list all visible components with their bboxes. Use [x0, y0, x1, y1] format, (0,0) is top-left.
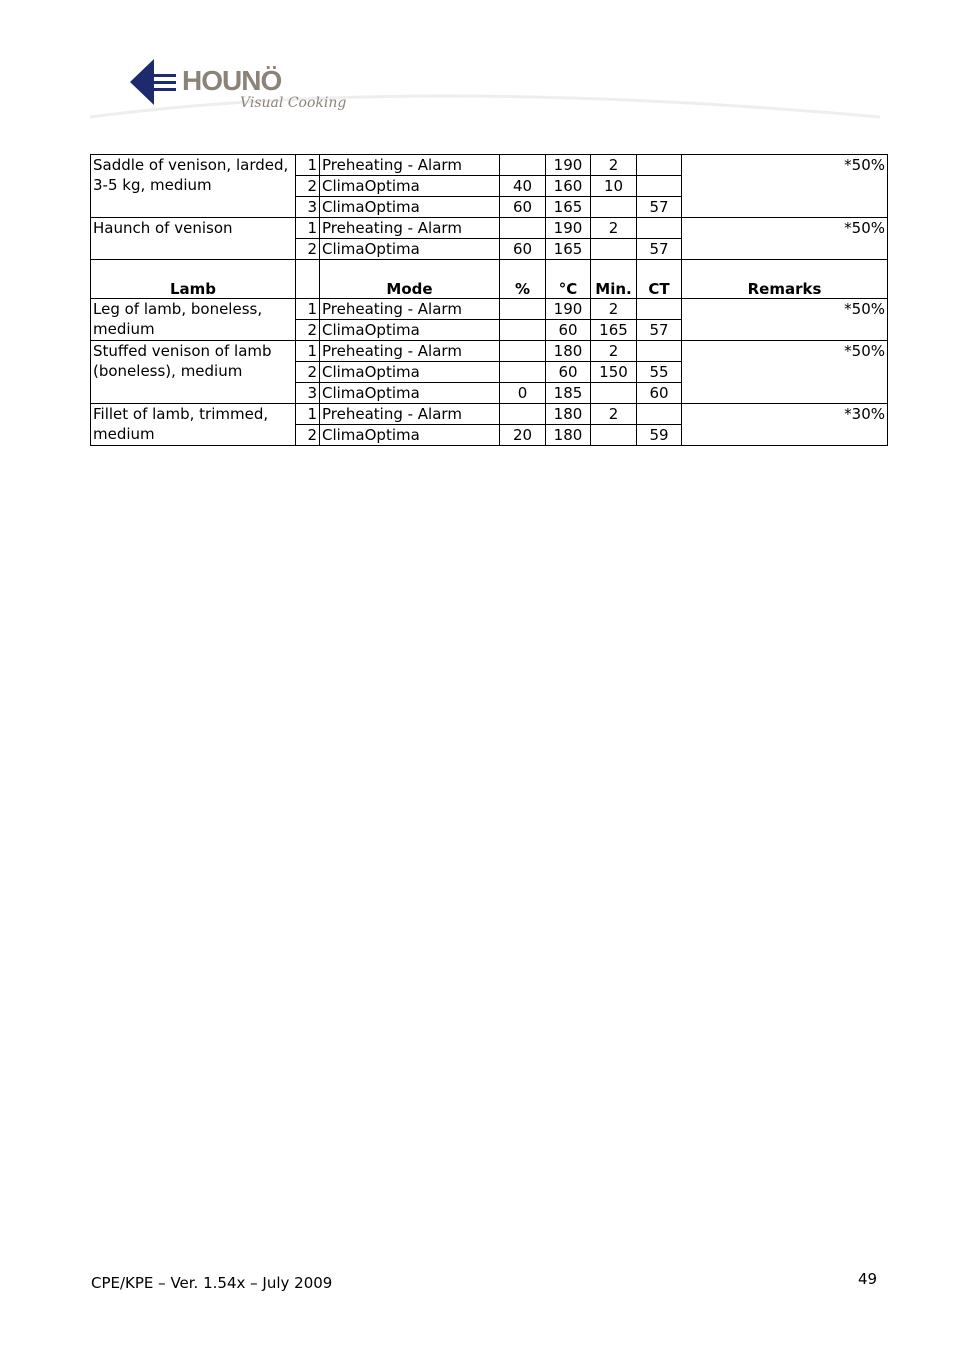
temperature-cell: 185 — [546, 383, 591, 404]
header-percent: % — [500, 260, 546, 299]
table-row — [91, 155, 888, 176]
minutes-cell: 2 — [591, 299, 637, 320]
humidity-percent-cell: 20 — [500, 425, 546, 446]
mode-cell: ClimaOptima — [320, 362, 500, 383]
mode-cell: Preheating - Alarm — [320, 341, 500, 362]
minutes-cell: 150 — [591, 362, 637, 383]
humidity-percent-cell — [500, 320, 546, 341]
step-number-cell: 2 — [296, 320, 320, 341]
core-temp-cell: 60 — [637, 383, 682, 404]
minutes-cell: 2 — [591, 155, 637, 176]
remarks-cell: *50% — [682, 341, 888, 404]
table-row — [91, 404, 888, 425]
core-temp-cell: 57 — [637, 239, 682, 260]
mode-cell: ClimaOptima — [320, 320, 500, 341]
humidity-percent-cell — [500, 299, 546, 320]
humidity-percent-cell: 60 — [500, 197, 546, 218]
core-temp-cell — [637, 341, 682, 362]
minutes-cell: 165 — [591, 320, 637, 341]
temperature-cell: 190 — [546, 155, 591, 176]
food-name-cell: Saddle of venison, larded, 3-5 kg, medium — [91, 155, 296, 218]
header-ct: CT — [637, 260, 682, 299]
brand-tagline: Visual Cooking — [240, 95, 347, 111]
food-name-cell: Haunch of venison — [91, 218, 296, 260]
remarks-cell: *50% — [682, 299, 888, 341]
header-remarks: Remarks — [682, 260, 888, 299]
table-row — [91, 299, 888, 320]
minutes-cell: 2 — [591, 341, 637, 362]
table-header-row — [91, 260, 888, 299]
mode-cell: Preheating - Alarm — [320, 299, 500, 320]
core-temp-cell — [637, 218, 682, 239]
step-number-cell: 1 — [296, 218, 320, 239]
core-temp-cell: 57 — [637, 197, 682, 218]
mode-cell: ClimaOptima — [320, 176, 500, 197]
remarks-cell: *50% — [682, 218, 888, 260]
minutes-cell — [591, 425, 637, 446]
core-temp-cell: 57 — [637, 320, 682, 341]
remarks-cell: *50% — [682, 155, 888, 218]
core-temp-cell — [637, 299, 682, 320]
temperature-cell: 190 — [546, 218, 591, 239]
humidity-percent-cell — [500, 404, 546, 425]
step-number-cell: 1 — [296, 404, 320, 425]
mode-cell: Preheating - Alarm — [320, 155, 500, 176]
step-number-cell: 2 — [296, 362, 320, 383]
core-temp-cell — [637, 155, 682, 176]
core-temp-cell: 55 — [637, 362, 682, 383]
temperature-cell: 165 — [546, 197, 591, 218]
header-temperature: °C — [546, 260, 591, 299]
company-logo — [90, 55, 880, 125]
core-temp-cell — [637, 176, 682, 197]
temperature-cell: 180 — [546, 425, 591, 446]
mode-cell: ClimaOptima — [320, 425, 500, 446]
minutes-cell — [591, 197, 637, 218]
food-name-cell: Stuffed venison of lamb (boneless), medium — [91, 341, 296, 404]
food-name-cell: Leg of lamb, boneless, medium — [91, 299, 296, 341]
core-temp-cell: 59 — [637, 425, 682, 446]
brand-name: HOUNÖ — [182, 65, 282, 96]
mode-cell: ClimaOptima — [320, 383, 500, 404]
temperature-cell: 60 — [546, 362, 591, 383]
step-number-cell: 1 — [296, 155, 320, 176]
footer-version: CPE/KPE – Ver. 1.54x – July 2009 — [91, 1274, 333, 1292]
food-name-cell: Fillet of lamb, trimmed, medium — [91, 404, 296, 446]
mode-cell: ClimaOptima — [320, 239, 500, 260]
minutes-cell: 2 — [591, 218, 637, 239]
humidity-percent-cell: 60 — [500, 239, 546, 260]
humidity-percent-cell — [500, 341, 546, 362]
mode-cell: ClimaOptima — [320, 197, 500, 218]
diamond-arrow-icon — [130, 57, 178, 107]
header-step — [296, 260, 320, 299]
temperature-cell: 60 — [546, 320, 591, 341]
table-row — [91, 218, 888, 239]
humidity-percent-cell — [500, 155, 546, 176]
step-number-cell: 2 — [296, 239, 320, 260]
step-number-cell: 2 — [296, 176, 320, 197]
minutes-cell — [591, 239, 637, 260]
header-lamb: Lamb — [91, 260, 296, 299]
humidity-percent-cell: 0 — [500, 383, 546, 404]
header-mode: Mode — [320, 260, 500, 299]
minutes-cell: 2 — [591, 404, 637, 425]
cooking-table — [90, 154, 888, 446]
temperature-cell: 180 — [546, 404, 591, 425]
temperature-cell: 160 — [546, 176, 591, 197]
step-number-cell: 3 — [296, 383, 320, 404]
step-number-cell: 2 — [296, 425, 320, 446]
header-minutes: Min. — [591, 260, 637, 299]
table-row — [91, 341, 888, 362]
humidity-percent-cell — [500, 218, 546, 239]
temperature-cell: 190 — [546, 299, 591, 320]
page-number: 49 — [858, 1270, 878, 1288]
step-number-cell: 3 — [296, 197, 320, 218]
mode-cell: Preheating - Alarm — [320, 218, 500, 239]
minutes-cell — [591, 383, 637, 404]
step-number-cell: 1 — [296, 299, 320, 320]
temperature-cell: 180 — [546, 341, 591, 362]
humidity-percent-cell: 40 — [500, 176, 546, 197]
minutes-cell: 10 — [591, 176, 637, 197]
step-number-cell: 1 — [296, 341, 320, 362]
remarks-cell: *30% — [682, 404, 888, 446]
core-temp-cell — [637, 404, 682, 425]
mode-cell: Preheating - Alarm — [320, 404, 500, 425]
humidity-percent-cell — [500, 362, 546, 383]
temperature-cell: 165 — [546, 239, 591, 260]
